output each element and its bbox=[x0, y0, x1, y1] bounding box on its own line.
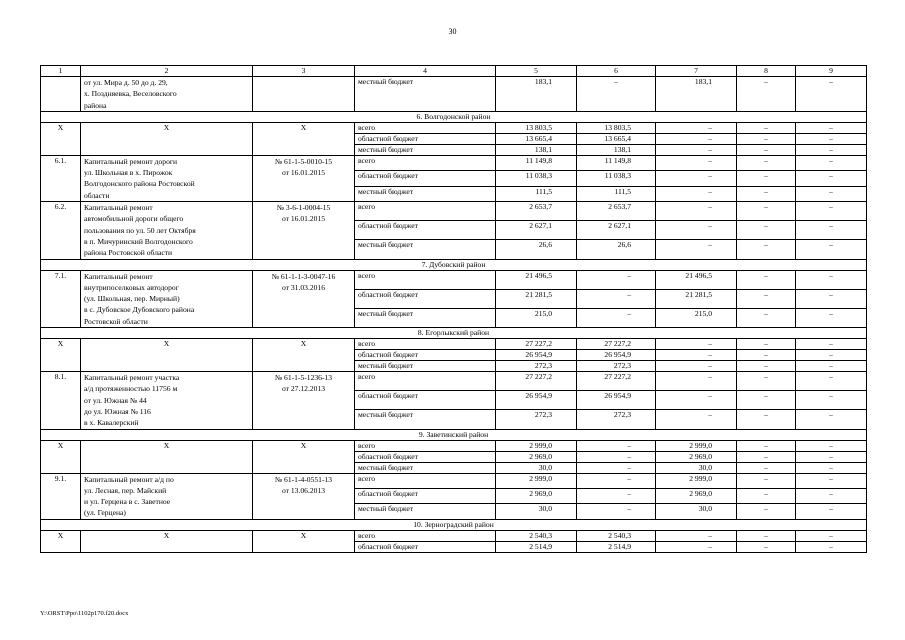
text-line: ул. Школьная в х. Пирожок bbox=[84, 168, 173, 178]
budget-type: областной бюджет bbox=[355, 488, 496, 503]
col8-value: – bbox=[737, 221, 796, 240]
col7-value: – bbox=[656, 530, 737, 541]
col5-value: 27 227,2 bbox=[496, 372, 577, 391]
col8-value: – bbox=[737, 289, 796, 308]
x-marker: Х bbox=[81, 122, 253, 155]
column-number-header: 8 bbox=[737, 66, 796, 77]
col9-value: – bbox=[796, 488, 867, 503]
col8-value: – bbox=[737, 308, 796, 327]
col7-value: – bbox=[656, 186, 737, 201]
col5-value: 215,0 bbox=[496, 308, 577, 327]
col8-value: – bbox=[737, 473, 796, 488]
x-marker: Х bbox=[253, 122, 355, 155]
text-line: от ул. Мира д. 50 до д. 29, bbox=[84, 78, 168, 87]
column-number-header: 5 bbox=[496, 66, 577, 77]
col7-value: – bbox=[656, 410, 737, 429]
col5-value: 13 665,4 bbox=[496, 133, 577, 144]
text-line: района Ростовской области bbox=[84, 248, 173, 258]
col8-value: – bbox=[737, 361, 796, 372]
col6-value: 11 038,3 bbox=[577, 171, 656, 186]
col7-value: – bbox=[656, 122, 737, 133]
text-line: области bbox=[84, 190, 110, 200]
text-line: до ул. Южная № 116 bbox=[84, 406, 151, 416]
section-title: 9. Заветинский район bbox=[41, 429, 867, 440]
col6-value: 26 954,9 bbox=[577, 391, 656, 410]
col5-value: 26,6 bbox=[496, 240, 577, 259]
text-line: от 16.01.2015 bbox=[281, 168, 326, 178]
col8-value: – bbox=[737, 202, 796, 221]
object-name bbox=[81, 77, 253, 112]
budget-type: областной бюджет bbox=[355, 391, 496, 410]
document-ref bbox=[253, 202, 355, 259]
col7-value: 2 969,0 bbox=[656, 451, 737, 462]
item-number bbox=[41, 77, 81, 112]
text-line: в х. Кавалерский bbox=[84, 418, 139, 428]
col6-value: – bbox=[577, 77, 656, 112]
col6-value: 2 653,7 bbox=[577, 202, 656, 221]
column-number-header: 2 bbox=[81, 66, 253, 77]
col7-value: 215,0 bbox=[656, 308, 737, 327]
text-line: х. Поздняевка, Веселовского bbox=[84, 89, 177, 99]
col6-value: – bbox=[577, 488, 656, 503]
col5-value: 2 969,0 bbox=[496, 451, 577, 462]
budget-type: областной бюджет bbox=[355, 221, 496, 240]
item-number: 7.1. bbox=[41, 270, 81, 327]
col6-value: 13 665,4 bbox=[577, 133, 656, 144]
col5-value: 30,0 bbox=[496, 504, 577, 519]
budget-table bbox=[40, 65, 867, 553]
col7-value: – bbox=[656, 391, 737, 410]
col8-value: – bbox=[737, 171, 796, 186]
budget-type: местный бюджет bbox=[355, 504, 496, 519]
section-title-row bbox=[41, 429, 867, 440]
text-line: Капитальный ремонт дороги bbox=[84, 156, 178, 166]
budget-type: всего bbox=[355, 339, 496, 350]
table-row bbox=[41, 202, 867, 221]
budget-type: областной бюджет bbox=[355, 289, 496, 308]
col6-value: – bbox=[577, 308, 656, 327]
col9-value: – bbox=[796, 202, 867, 221]
budget-type: областной бюджет bbox=[355, 171, 496, 186]
col5-value: 2 627,1 bbox=[496, 221, 577, 240]
column-number-header: 3 bbox=[253, 66, 355, 77]
col7-value: – bbox=[656, 339, 737, 350]
col6-value: – bbox=[577, 451, 656, 462]
col5-value: 272,3 bbox=[496, 410, 577, 429]
col7-value: – bbox=[656, 171, 737, 186]
col9-value: – bbox=[796, 221, 867, 240]
col8-value: – bbox=[737, 462, 796, 473]
text-line: № 61-1-5-0010-15 bbox=[274, 156, 333, 166]
column-number-header: 4 bbox=[355, 66, 496, 77]
col8-value: – bbox=[737, 541, 796, 552]
text-line: от 27.12.2013 bbox=[281, 384, 326, 394]
col9-value: – bbox=[796, 462, 867, 473]
col9-value: – bbox=[796, 155, 867, 170]
table-row bbox=[41, 339, 867, 350]
document-ref bbox=[253, 473, 355, 519]
col5-value: 30,0 bbox=[496, 462, 577, 473]
text-line: внутрипоселковых автодорог bbox=[84, 282, 179, 292]
col6-value: 13 803,5 bbox=[577, 122, 656, 133]
section-title: 7. Дубовский район bbox=[41, 259, 867, 270]
col8-value: – bbox=[737, 372, 796, 391]
text-line: от 13.06.2013 bbox=[281, 485, 326, 495]
section-title-row bbox=[41, 519, 867, 530]
budget-type: местный бюджет bbox=[355, 144, 496, 155]
table-row bbox=[41, 155, 867, 170]
col9-value: – bbox=[796, 240, 867, 259]
col8-value: – bbox=[737, 440, 796, 451]
column-number-header: 7 bbox=[656, 66, 737, 77]
x-marker: Х bbox=[41, 339, 81, 372]
text-line: Волгодонского района Ростовской bbox=[84, 179, 195, 189]
col9-value: – bbox=[796, 186, 867, 201]
col9-value: – bbox=[796, 339, 867, 350]
col8-value: – bbox=[737, 530, 796, 541]
col7-value: 21 281,5 bbox=[656, 289, 737, 308]
text-line: Капитальный ремонт bbox=[84, 271, 153, 281]
col7-value: 30,0 bbox=[656, 462, 737, 473]
budget-type: всего bbox=[355, 440, 496, 451]
x-marker: Х bbox=[81, 530, 253, 552]
col9-value: – bbox=[796, 350, 867, 361]
budget-type: всего bbox=[355, 270, 496, 289]
text-line: района bbox=[84, 100, 107, 110]
item-number: 6.1. bbox=[41, 155, 81, 201]
item-number: 9.1. bbox=[41, 473, 81, 519]
col5-value: 272,3 bbox=[496, 361, 577, 372]
col8-value: – bbox=[737, 77, 796, 112]
col8-value: – bbox=[737, 391, 796, 410]
col9-value: – bbox=[796, 144, 867, 155]
x-marker: Х bbox=[253, 339, 355, 372]
x-marker: Х bbox=[253, 530, 355, 552]
item-number: 8.1. bbox=[41, 372, 81, 429]
document-path: Y:\ORST\Ppo\1102p170.f20.docx bbox=[40, 610, 129, 617]
col5-value: 111,5 bbox=[496, 186, 577, 201]
section-title-row bbox=[41, 259, 867, 270]
col8-value: – bbox=[737, 144, 796, 155]
col9-value: – bbox=[796, 77, 867, 112]
budget-type: местный бюджет bbox=[355, 361, 496, 372]
col9-value: – bbox=[796, 289, 867, 308]
col5-value: 2 514,9 bbox=[496, 541, 577, 552]
text-line: в с. Дубовское Дубовского района bbox=[84, 305, 195, 315]
text-line: и ул. Герцена в с. Заветное bbox=[84, 497, 171, 507]
col8-value: – bbox=[737, 504, 796, 519]
col6-value: 26 954,9 bbox=[577, 350, 656, 361]
budget-type: всего bbox=[355, 155, 496, 170]
col7-value: – bbox=[656, 372, 737, 391]
col5-value: 138,1 bbox=[496, 144, 577, 155]
section-title-row bbox=[41, 111, 867, 122]
table-row bbox=[41, 270, 867, 289]
x-marker: Х bbox=[41, 440, 81, 473]
header-row bbox=[41, 66, 867, 77]
col6-value: – bbox=[577, 289, 656, 308]
section-title-row bbox=[41, 328, 867, 339]
budget-type: всего bbox=[355, 473, 496, 488]
document-ref bbox=[253, 270, 355, 327]
col6-value: 111,5 bbox=[577, 186, 656, 201]
col9-value: – bbox=[796, 372, 867, 391]
table-row bbox=[41, 440, 867, 451]
col7-value: – bbox=[656, 361, 737, 372]
col6-value: 27 227,2 bbox=[577, 372, 656, 391]
col8-value: – bbox=[737, 488, 796, 503]
col7-value: – bbox=[656, 541, 737, 552]
col5-value: 183,1 bbox=[496, 77, 577, 112]
budget-type: областной бюджет bbox=[355, 133, 496, 144]
budget-type: областной бюджет bbox=[355, 350, 496, 361]
document-ref bbox=[253, 77, 355, 112]
col9-value: – bbox=[796, 410, 867, 429]
budget-type: местный бюджет bbox=[355, 308, 496, 327]
text-line: Капитальный ремонт а/д по bbox=[84, 474, 174, 484]
col7-value: – bbox=[656, 240, 737, 259]
budget-type: местный бюджет bbox=[355, 186, 496, 201]
column-number-header: 6 bbox=[577, 66, 656, 77]
col9-value: – bbox=[796, 133, 867, 144]
document-ref bbox=[253, 372, 355, 429]
col5-value: 2 999,0 bbox=[496, 473, 577, 488]
col8-value: – bbox=[737, 240, 796, 259]
col8-value: – bbox=[737, 155, 796, 170]
section-title: 10. Зерноградский район bbox=[41, 519, 867, 530]
text-line: от 16.01.2015 bbox=[281, 214, 326, 224]
col7-value: 2 969,0 bbox=[656, 488, 737, 503]
budget-type: всего bbox=[355, 530, 496, 541]
object-name bbox=[81, 202, 253, 259]
col6-value: – bbox=[577, 504, 656, 519]
col9-value: – bbox=[796, 440, 867, 451]
col7-value: – bbox=[656, 350, 737, 361]
col5-value: 2 969,0 bbox=[496, 488, 577, 503]
col8-value: – bbox=[737, 122, 796, 133]
col9-value: – bbox=[796, 473, 867, 488]
col7-value: 21 496,5 bbox=[656, 270, 737, 289]
col7-value: – bbox=[656, 133, 737, 144]
table-row bbox=[41, 530, 867, 541]
text-line: Ростовской области bbox=[84, 316, 148, 326]
col8-value: – bbox=[737, 350, 796, 361]
col7-value: – bbox=[656, 144, 737, 155]
col5-value: 26 954,9 bbox=[496, 350, 577, 361]
item-number: 6.2. bbox=[41, 202, 81, 259]
col6-value: – bbox=[577, 473, 656, 488]
col5-value: 13 803,5 bbox=[496, 122, 577, 133]
col6-value: 272,3 bbox=[577, 410, 656, 429]
object-name bbox=[81, 372, 253, 429]
budget-type: местный бюджет bbox=[355, 410, 496, 429]
col9-value: – bbox=[796, 361, 867, 372]
col6-value: 2 627,1 bbox=[577, 221, 656, 240]
text-line: Капитальный ремонт участка bbox=[84, 373, 180, 383]
col7-value: 30,0 bbox=[656, 504, 737, 519]
budget-type: всего bbox=[355, 372, 496, 391]
col7-value: – bbox=[656, 221, 737, 240]
budget-type: местный бюджет bbox=[355, 462, 496, 473]
x-marker: Х bbox=[253, 440, 355, 473]
text-line: автомобильной дороги общего bbox=[84, 214, 184, 224]
col6-value: 11 149,8 bbox=[577, 155, 656, 170]
budget-type: всего bbox=[355, 202, 496, 221]
budget-type: областной бюджет bbox=[355, 451, 496, 462]
col6-value: 26,6 bbox=[577, 240, 656, 259]
text-line: ул. Лесная, пер. Майский bbox=[84, 485, 167, 495]
col9-value: – bbox=[796, 270, 867, 289]
text-line: № 61-1-1-3-0047-16 bbox=[271, 271, 336, 281]
text-line: пользования по ул. 50 лет Октября bbox=[84, 225, 196, 235]
col6-value: 27 227,2 bbox=[577, 339, 656, 350]
text-line: в п. Мичуринский Волгодонского bbox=[84, 236, 193, 246]
col8-value: – bbox=[737, 339, 796, 350]
col6-value: – bbox=[577, 462, 656, 473]
budget-type: всего bbox=[355, 122, 496, 133]
col7-value: 183,1 bbox=[656, 77, 737, 112]
col7-value: – bbox=[656, 202, 737, 221]
col6-value: 272,3 bbox=[577, 361, 656, 372]
col7-value: – bbox=[656, 155, 737, 170]
col7-value: 2 999,0 bbox=[656, 473, 737, 488]
text-line: № 3-6-1-0004-15 bbox=[276, 203, 331, 213]
col8-value: – bbox=[737, 451, 796, 462]
text-line: (ул. Школьная, пер. Мирный) bbox=[84, 294, 180, 304]
col6-value: – bbox=[577, 270, 656, 289]
text-line: Капитальный ремонт bbox=[84, 203, 153, 213]
text-line: № 61-1-5-1236-13 bbox=[274, 373, 333, 383]
budget-type: областной бюджет bbox=[355, 541, 496, 552]
col5-value: 2 653,7 bbox=[496, 202, 577, 221]
col5-value: 21 281,5 bbox=[496, 289, 577, 308]
table-row bbox=[41, 77, 867, 112]
col6-value: – bbox=[577, 440, 656, 451]
object-name bbox=[81, 270, 253, 327]
x-marker: Х bbox=[81, 339, 253, 372]
col5-value: 2 999,0 bbox=[496, 440, 577, 451]
document-ref bbox=[253, 155, 355, 201]
col8-value: – bbox=[737, 410, 796, 429]
text-line: от 31.03.2016 bbox=[281, 282, 326, 292]
section-title: 6. Волгодонской район bbox=[41, 111, 867, 122]
col9-value: – bbox=[796, 504, 867, 519]
column-number-header: 1 bbox=[41, 66, 81, 77]
page-number: 30 bbox=[448, 27, 457, 36]
col8-value: – bbox=[737, 133, 796, 144]
col8-value: – bbox=[737, 270, 796, 289]
col8-value: – bbox=[737, 186, 796, 201]
col9-value: – bbox=[796, 171, 867, 186]
col6-value: 2 540,3 bbox=[577, 530, 656, 541]
col6-value: 2 514,9 bbox=[577, 541, 656, 552]
x-marker: Х bbox=[41, 530, 81, 552]
col5-value: 27 227,2 bbox=[496, 339, 577, 350]
col7-value: 2 999,0 bbox=[656, 440, 737, 451]
col5-value: 26 954,9 bbox=[496, 391, 577, 410]
text-line: а/д протяженностью 11756 м bbox=[84, 384, 178, 394]
text-line: № 61-1-4-0551-13 bbox=[274, 474, 333, 484]
col9-value: – bbox=[796, 530, 867, 541]
col9-value: – bbox=[796, 308, 867, 327]
col5-value: 2 540,3 bbox=[496, 530, 577, 541]
x-marker: Х bbox=[81, 440, 253, 473]
budget-type: местный бюджет bbox=[355, 240, 496, 259]
col9-value: – bbox=[796, 541, 867, 552]
col5-value: 11 149,8 bbox=[496, 155, 577, 170]
table-row bbox=[41, 122, 867, 133]
text-line: (ул. Герцена) bbox=[84, 508, 126, 518]
object-name bbox=[81, 155, 253, 201]
table-row bbox=[41, 372, 867, 391]
table-row bbox=[41, 473, 867, 488]
col6-value: 138,1 bbox=[577, 144, 656, 155]
col9-value: – bbox=[796, 122, 867, 133]
object-name bbox=[81, 473, 253, 519]
col9-value: – bbox=[796, 391, 867, 410]
col5-value: 21 496,5 bbox=[496, 270, 577, 289]
budget-type: местный бюджет bbox=[355, 77, 496, 112]
column-number-header: 9 bbox=[796, 66, 867, 77]
section-title: 8. Егорлыкский район bbox=[41, 328, 867, 339]
text-line: от ул. Южная № 44 bbox=[84, 395, 147, 405]
x-marker: Х bbox=[41, 122, 81, 155]
col5-value: 11 038,3 bbox=[496, 171, 577, 186]
col9-value: – bbox=[796, 451, 867, 462]
